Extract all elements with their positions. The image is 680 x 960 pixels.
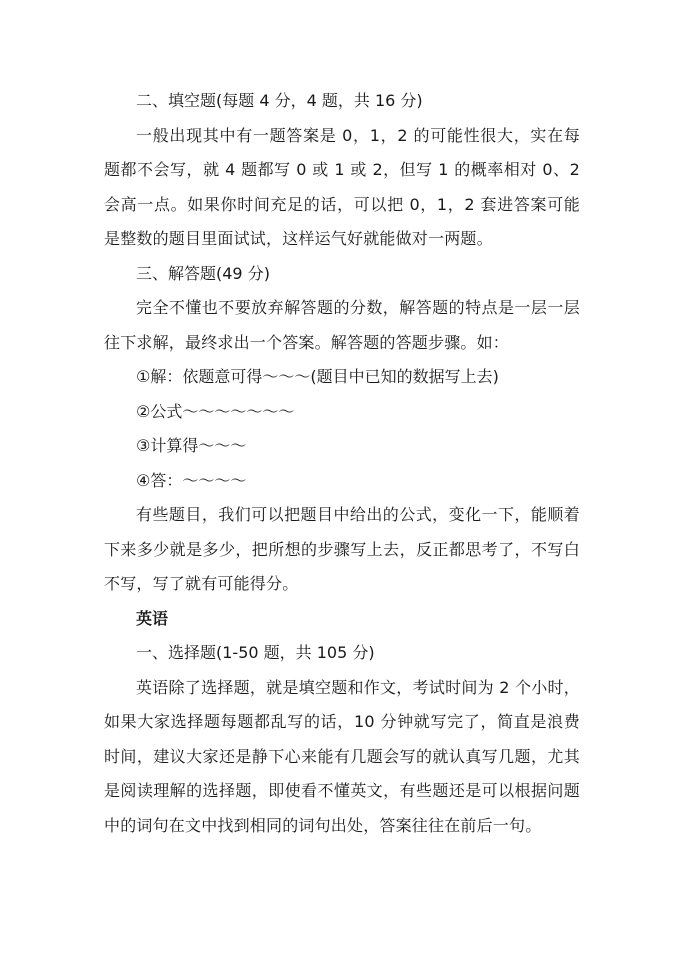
paragraph-english-advice: 英语除了选择题，就是填空题和作文，考试时间为 2 个小时，如果大家选择题每题都乱写的话，10 分钟就写完了，简直是浪费时间，建议大家还是静下心来能有几题会写的就认真写几题，尤其是阅读理解的选择题，即使看不懂英文，有些题还是可以根据问题中的词句在文中找到相同的词句出处，答案往往在前后一句。 [104, 677, 580, 835]
step-1: ①解：依题意可得～～～(题目中已知的数据写上去) [136, 367, 499, 386]
step-3: ③计算得～～～ [136, 436, 247, 455]
document-body [104, 84, 580, 843]
step-2: ②公式～～～～～～～ [136, 401, 295, 421]
paragraph-solution-advice: 完全不懂也不要放弃解答题的分数，解答题的特点是一层一层往下求解，最终求出一个答案。解答题的答题步骤。如： [104, 298, 580, 352]
paragraph-fill-in-advice: 一般出现其中有一题答案是 0，1，2 的可能性很大，实在每题都不会写，就 4 题都写 0 或 1 或 2，但写 1 的概率相对 0、2 会高一点。如果你时间充足的话，可以把 0，1，2 套进答案可能是整数的题目里面试试，这样运气好就能做对一两题。 [104, 125, 580, 248]
section-heading-fill-in: 二、填空题(每题 4 分，4 题，共 16 分) [136, 91, 423, 110]
step-4: ④答：～～～～ [136, 470, 247, 490]
section-heading-solution: 三、解答题(49 分) [136, 263, 270, 283]
subject-heading-english: 英语 [136, 608, 169, 628]
paragraph-formula-advice: 有些题目，我们可以把题目中给出的公式，变化一下，能顺着下来多少就是多少，把所想的步骤写上去，反正都思考了，不写白不写，写了就有可能得分。 [104, 505, 580, 593]
section-heading-multiple-choice: 一、选择题(1-50 题，共 105 分) [136, 643, 375, 662]
